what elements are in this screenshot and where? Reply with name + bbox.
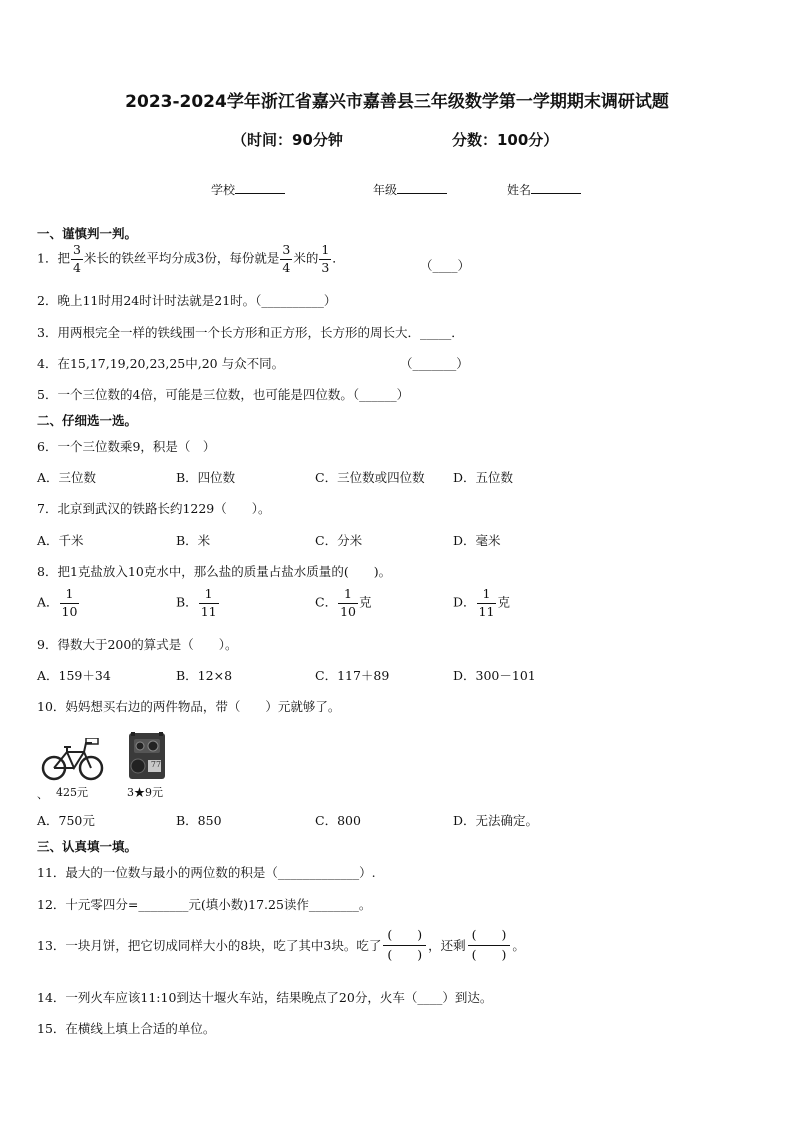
q13-text-b: ，还剩 bbox=[428, 938, 466, 953]
question-12[interactable]: 12．十元零四分=________元(填小数)17.25读作________。 bbox=[37, 897, 372, 912]
section-3-heading: 三、认真填一填。 bbox=[37, 839, 138, 854]
q8-option-d[interactable]: D． $\frac{1}{11}$ 克 bbox=[453, 586, 510, 619]
radio-screen-text: 77 bbox=[150, 760, 162, 769]
grade-blank[interactable] bbox=[397, 181, 447, 194]
question-3[interactable]: 3．用两根完全一样的铁线围一个长方形和正方形，长方形的周长大．_____． bbox=[37, 325, 464, 340]
q13-text-c: 。 bbox=[512, 938, 525, 953]
section-2-heading: 二、仔细选一选。 bbox=[37, 413, 138, 428]
q10-option-c[interactable]: C．800 bbox=[315, 813, 361, 828]
grade-label: 年级 bbox=[373, 183, 398, 197]
q13-text-a: 13．一块月饼，把它切成同样大小的8块，吃了其中3块。吃了 bbox=[37, 938, 382, 953]
q7-option-a[interactable]: A．千米 bbox=[37, 533, 84, 548]
q7-option-c[interactable]: C．分米 bbox=[315, 533, 363, 548]
fraction: $\frac{1}{11}$ bbox=[478, 586, 495, 619]
q1-text-b: 米长的铁丝平均分成3份，每份就是 bbox=[83, 250, 280, 266]
q13-answer-left[interactable]: ( ) ( ) bbox=[468, 927, 511, 963]
q10-option-b[interactable]: B．850 bbox=[176, 813, 222, 828]
bicycle-icon bbox=[40, 738, 106, 782]
fraction: $\frac{1}{3}$ bbox=[321, 242, 330, 275]
q6-option-d[interactable]: D．五位数 bbox=[453, 470, 514, 485]
question-9: 9．得数大于200的算式是（ ）。 bbox=[37, 637, 238, 652]
question-1 bbox=[37, 244, 345, 274]
q6-option-b[interactable]: B．四位数 bbox=[176, 470, 236, 485]
q6-option-a[interactable]: A．三位数 bbox=[37, 470, 97, 485]
q6-option-c[interactable]: C．三位数或四位数 bbox=[315, 470, 425, 485]
grade-field[interactable] bbox=[373, 181, 447, 198]
question-5[interactable]: 5．一个三位数的4倍，可能是三位数，也可能是四位数。（______） bbox=[37, 387, 410, 402]
q9-option-a[interactable]: A．159＋34 bbox=[37, 668, 111, 683]
name-field[interactable] bbox=[507, 181, 581, 198]
name-blank[interactable] bbox=[531, 181, 581, 194]
exam-time: （时间：90分钟 bbox=[232, 131, 343, 149]
question-8: 8．把1克盐放入10克水中，那么盐的质量占盐水质量的( )。 bbox=[37, 564, 392, 579]
fraction: $\frac{1}{10}$ bbox=[340, 586, 356, 619]
q1-text-e: ． bbox=[332, 250, 345, 266]
question-7: 7．北京到武汉的铁路长约1229（ ）。 bbox=[37, 501, 271, 516]
fraction: $\frac{1}{10}$ bbox=[61, 586, 78, 619]
q8-option-a[interactable]: A． $\frac{1}{10}$ bbox=[37, 586, 78, 619]
question-10: 10．妈妈想买右边的两件物品，带（ ）元就够了。 bbox=[37, 699, 341, 714]
question-14[interactable]: 14．一列火车应该11:10到达十堰火车站，结果晚点了20分，火车（____）到达。 bbox=[37, 990, 493, 1005]
q10-option-a[interactable]: A．750元 bbox=[37, 813, 95, 828]
question-13 bbox=[37, 927, 525, 963]
page-title: 2023-2024学年浙江省嘉兴市嘉善县三年级数学第一学期期末调研试题 bbox=[125, 92, 669, 112]
name-label: 姓名 bbox=[507, 183, 532, 197]
question-15: 15．在横线上填上合适的单位。 bbox=[37, 1021, 216, 1036]
section-1-heading: 一、谨慎判一判。 bbox=[37, 226, 138, 241]
pause-mark: 、 bbox=[37, 788, 48, 801]
q1-text-c: 米的 bbox=[293, 250, 319, 266]
q10-option-d[interactable]: D．无法确定。 bbox=[453, 813, 539, 828]
q7-option-b[interactable]: B．米 bbox=[176, 533, 211, 548]
radio-price: 3★9元 bbox=[127, 786, 163, 799]
q9-option-d[interactable]: D．300－101 bbox=[453, 668, 536, 683]
q8-option-b[interactable]: B． $\frac{1}{11}$ bbox=[176, 586, 217, 619]
bicycle-price: 425元 bbox=[56, 786, 88, 799]
fraction: $\frac{3}{4}$ bbox=[72, 242, 81, 275]
q7-option-d[interactable]: D．毫米 bbox=[453, 533, 501, 548]
q9-option-c[interactable]: C．117＋89 bbox=[315, 668, 390, 683]
fraction: $\frac{1}{11}$ bbox=[200, 586, 217, 619]
fraction: $\frac{3}{4}$ bbox=[282, 242, 291, 275]
question-6: 6．一个三位数乘9，积是（ ） bbox=[37, 439, 216, 454]
school-blank[interactable] bbox=[235, 181, 285, 194]
school-label: 学校 bbox=[211, 183, 236, 197]
radio-icon bbox=[128, 732, 166, 780]
q1-answer-blank[interactable]: （____） bbox=[420, 258, 471, 273]
q8-option-c[interactable]: C． $\frac{1}{10}$ 克 bbox=[315, 586, 372, 619]
q1-text-a: 1．把 bbox=[37, 250, 70, 266]
question-4: 4．在15,17,19,20,23,25中,20 与众不同。 bbox=[37, 356, 285, 371]
school-field[interactable] bbox=[211, 181, 285, 198]
question-2[interactable]: 2．晚上11时用24时计时法就是21时。（__________） bbox=[37, 293, 337, 308]
question-11[interactable]: 11．最大的一位数与最小的两位数的积是（_____________）. bbox=[37, 865, 376, 880]
q4-answer-blank[interactable]: （_______） bbox=[400, 356, 469, 371]
q13-answer-eaten[interactable]: ( ) ( ) bbox=[383, 927, 426, 963]
q9-option-b[interactable]: B．12×8 bbox=[176, 668, 233, 683]
exam-score: 分数：100分） bbox=[452, 131, 559, 149]
